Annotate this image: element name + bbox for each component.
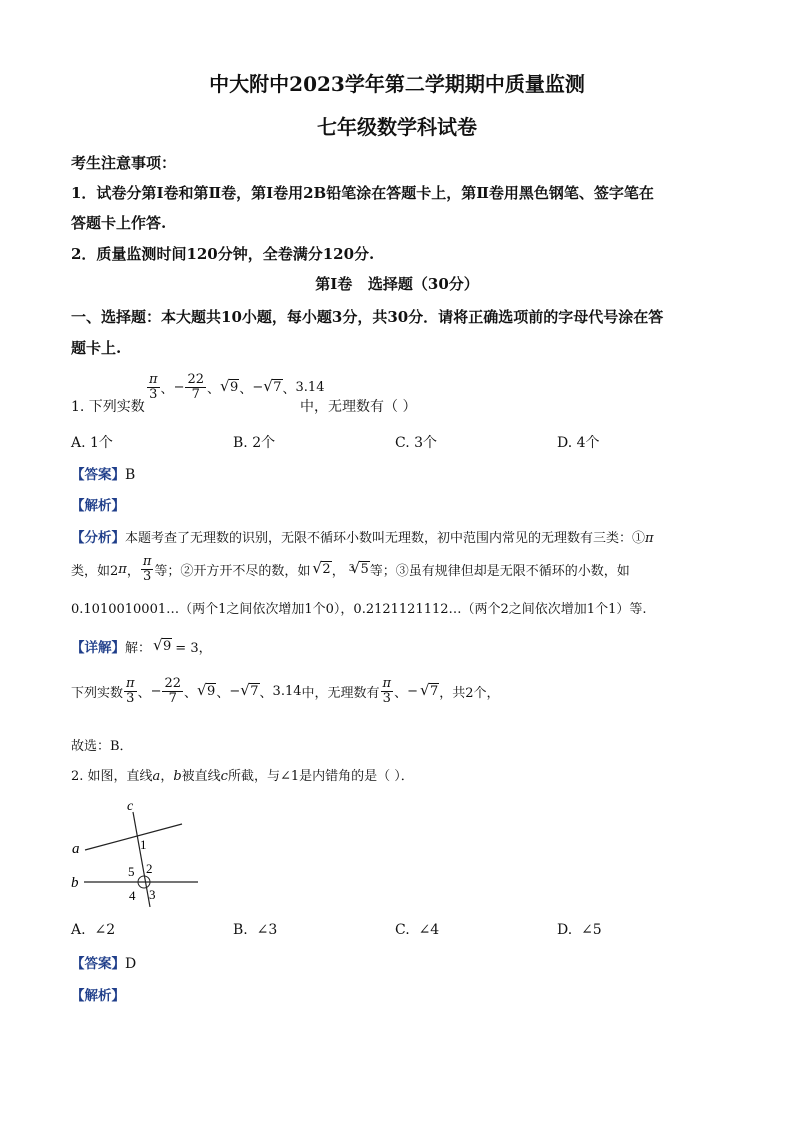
q1-conclusion: 故选：B． bbox=[71, 739, 133, 754]
label-angle-4: 4 bbox=[129, 888, 136, 903]
q2-option-a: A. ∠2 bbox=[71, 922, 116, 938]
q1-option-b: B. 2个 bbox=[233, 435, 276, 451]
line-c bbox=[133, 812, 150, 907]
notice-item-1: 1．试卷分第Ⅰ卷和第Ⅱ卷，第Ⅰ卷用2B铅笔涂在答题卡上，第Ⅱ卷用黑色钢笔、签字笔在 bbox=[71, 184, 654, 202]
q1-fenxi-line1: 【分析】本题考查了无理数的识别，无限不循环小数叫无理数，初中范围内常见的无理数有三类：①π bbox=[71, 530, 654, 546]
q1-math-expression: $\frac{\pi}{3}$ 、 − $\frac{22}{7}$ 、 √ 9 、 − √ 7 、 3.14 bbox=[146, 373, 324, 401]
q2-option-c: C. ∠4 bbox=[395, 922, 440, 938]
q2-option-b: B. ∠3 bbox=[233, 922, 278, 938]
q2-stem: 2. 如图，直线a，b被直线c所截，与∠1是内错角的是（ ）． bbox=[71, 769, 414, 784]
label-c: c bbox=[127, 799, 134, 814]
q1-answer: 【答案】B bbox=[71, 467, 136, 483]
q1-option-c: C. 3个 bbox=[395, 435, 438, 451]
q1-suffix: 中，无理数有（ ） bbox=[300, 399, 417, 415]
label-b: b bbox=[71, 875, 79, 891]
part-heading: 第Ⅰ卷 选择题（30分） bbox=[315, 275, 479, 293]
q2-analysis-tag: 【解析】 bbox=[71, 988, 125, 1004]
q2-answer: 【答案】D bbox=[71, 956, 137, 972]
section-instruction-cont: 题卡上. bbox=[71, 339, 122, 357]
label-angle-2: 2 bbox=[146, 861, 153, 876]
q1-fenxi-line3: 0.1010010001…（两个1之间依次增加1个0），0.2121121112…（两个2之间依次增加1个1）等. bbox=[71, 602, 647, 617]
label-angle-5: 5 bbox=[128, 864, 135, 879]
q2-option-d: D. ∠5 bbox=[557, 922, 602, 938]
notice-item-2: 2．质量监测时间120分钟，全卷满分120分. bbox=[71, 245, 375, 263]
notice-heading: 考生注意事项： bbox=[71, 154, 177, 172]
q1-detail-line2: 下列实数 $\frac{\pi}{3}$ 、 − $\frac{22}{7}$ 、 √ 9 、 − √ 7 、 3.14 中，无理数有 $\frac{\pi}{3}$ 、 − √ 7 ，共2个， bbox=[71, 677, 500, 705]
notice-item-1-cont: 答题卡上作答. bbox=[71, 214, 167, 232]
q1-analysis-tag: 【解析】 bbox=[71, 498, 125, 514]
line-a bbox=[85, 824, 182, 850]
q1-prefix: 1. 下列实数 bbox=[71, 399, 145, 415]
exam-title: 中大附中2023学年第二学期期中质量监测 bbox=[209, 72, 585, 96]
q2-figure bbox=[68, 795, 203, 907]
label-angle-3: 3 bbox=[149, 887, 156, 902]
answer-tag: 【答案】 bbox=[71, 467, 125, 483]
q1-option-d: D. 4个 bbox=[557, 435, 600, 451]
exam-subtitle: 七年级数学科试卷 bbox=[317, 115, 477, 139]
q1-option-a: A. 1个 bbox=[71, 435, 113, 451]
q1-detail-line1: 【详解】 解： √ 9 = 3， bbox=[71, 636, 212, 656]
label-angle-1: 1 bbox=[140, 837, 147, 852]
label-a: a bbox=[72, 841, 80, 857]
q1-fenxi-line2: 类，如2 π ， $\frac{\pi}{3}$ 等；②开方开不尽的数，如 √ 2 ， 3 √ 5 等；③虽有规律但却是无限不循环的小数，如 bbox=[71, 555, 630, 583]
section-instruction: 一、选择题：本大题共10小题，每小题3分，共30分．请将正确选项前的字母代号涂在答 bbox=[71, 308, 664, 326]
